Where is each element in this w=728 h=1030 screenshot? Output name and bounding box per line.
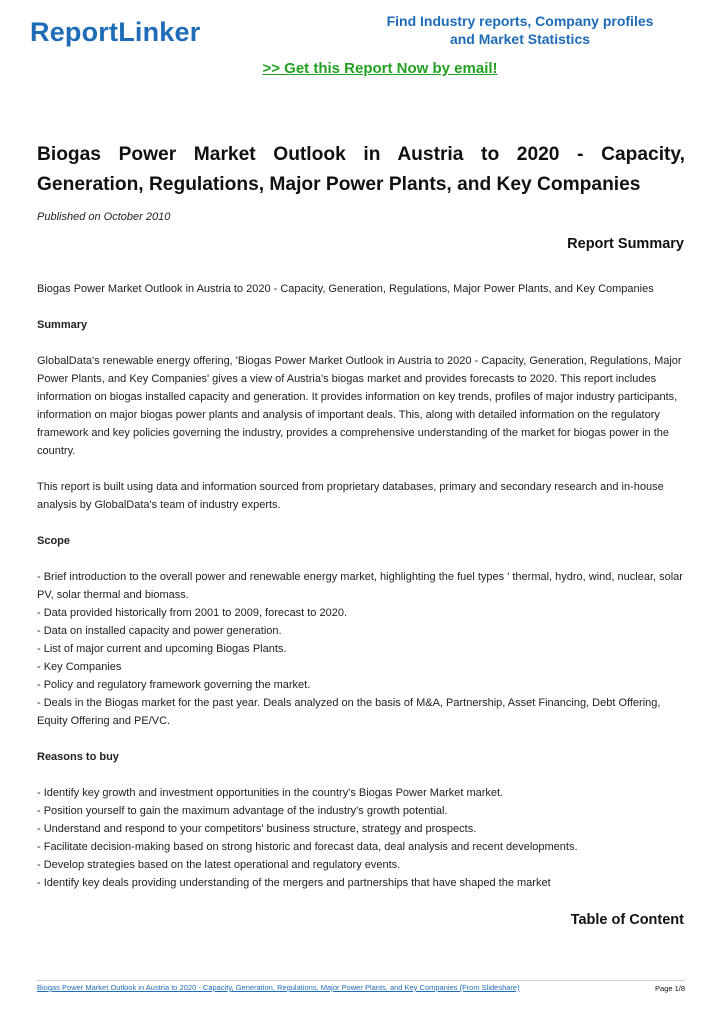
list-item: - Key Companies xyxy=(37,661,122,673)
list-item: - Identify key growth and investment opportunities in the country's Biogas Power Market market. xyxy=(37,787,504,799)
list-item: - Data on installed capacity and power generation. xyxy=(37,625,282,637)
report-summary-heading: Report Summary xyxy=(567,236,684,252)
list-item: - Brief introduction to the overall power and renewable energy market, highlighting the fuel types ' thermal, hydro, wind, nuclear, solar PV, solar thermal and biomass. xyxy=(37,571,683,601)
list-item: - Data provided historically from 2001 to 2009, forecast to 2020. xyxy=(37,607,348,619)
list-item: - Identify key deals providing understanding of the mergers and partnerships that have shaped the market xyxy=(37,877,551,889)
scope-heading: Scope xyxy=(37,535,71,547)
footer-source-link[interactable]: Biogas Power Market Outlook in Austria to 2020 - Capacity, Generation, Regulations, Major Power Plants, and Key Companies (From Slideshare) xyxy=(37,983,520,992)
page-footer xyxy=(37,980,685,992)
page-title: Biogas Power Market Outlook in Austria to 2020 - Capacity, Generation, Regulations, Major Power Plants, and Key Companies xyxy=(37,144,685,195)
tagline-line-2: and Market Statistics xyxy=(449,31,591,47)
get-report-email-link[interactable]: >> Get this Report Now by email! xyxy=(262,60,498,77)
list-item: - Deals in the Biogas market for the past year. Deals analyzed on the basis of M&A, Partnership, Asset Financing, Debt Offering, Equity Offering and PE/VC. xyxy=(37,697,661,727)
reasons-heading: Reasons to buy xyxy=(37,751,119,763)
list-item: - Facilitate decision-making based on strong historic and forecast data, deal analysis and recent developments. xyxy=(37,841,578,853)
reasons-list xyxy=(37,784,689,892)
list-item: - Develop strategies based on the latest operational and regulatory events. xyxy=(37,859,401,871)
page-number: Page 1/8 xyxy=(654,984,685,993)
intro-text: Biogas Power Market Outlook in Austria to 2020 - Capacity, Generation, Regulations, Major Power Plants, and Key Companies xyxy=(37,283,654,295)
summary-paragraph-2: This report is built using data and information sourced from proprietary databases, primary and secondary research and in-house analysis by GlobalData's team of industry experts. xyxy=(37,481,664,511)
report-body xyxy=(37,280,689,910)
summary-paragraph-1: GlobalData's renewable energy offering, 'Biogas Power Market Outlook in Austria to 2020 - Capacity, Generation, Regulations, Major Power Plants, and Key Companies' gives a view of Austria's biogas market and provides forecasts to 2020. This report includes information on biogas installed capacity and generation. It provides information on key trends, profiles of major industry participants, information on major biogas power plants and analysis of important deals. This, along with detailed information on the regulatory framework and key policies governing the industry, provides a comprehensive understanding of the market for biogas power in the country. xyxy=(37,355,682,457)
tagline-line-1: Find Industry reports, Company profiles xyxy=(386,13,654,29)
tagline xyxy=(360,12,680,48)
list-item: - Position yourself to gain the maximum advantage of the industry's growth potential. xyxy=(37,805,448,817)
list-item: - Policy and regulatory framework governing the market. xyxy=(37,679,311,691)
list-item: - List of major current and upcoming Biogas Plants. xyxy=(37,643,287,655)
summary-heading: Summary xyxy=(37,319,88,331)
published-date: Published on October 2010 xyxy=(37,211,171,223)
reportlinker-logo[interactable]: ReportLinker xyxy=(30,17,201,47)
list-item: - Understand and respond to your competitors' business structure, strategy and prospects. xyxy=(37,823,477,835)
scope-list xyxy=(37,568,689,730)
table-of-content-heading: Table of Content xyxy=(570,912,684,928)
